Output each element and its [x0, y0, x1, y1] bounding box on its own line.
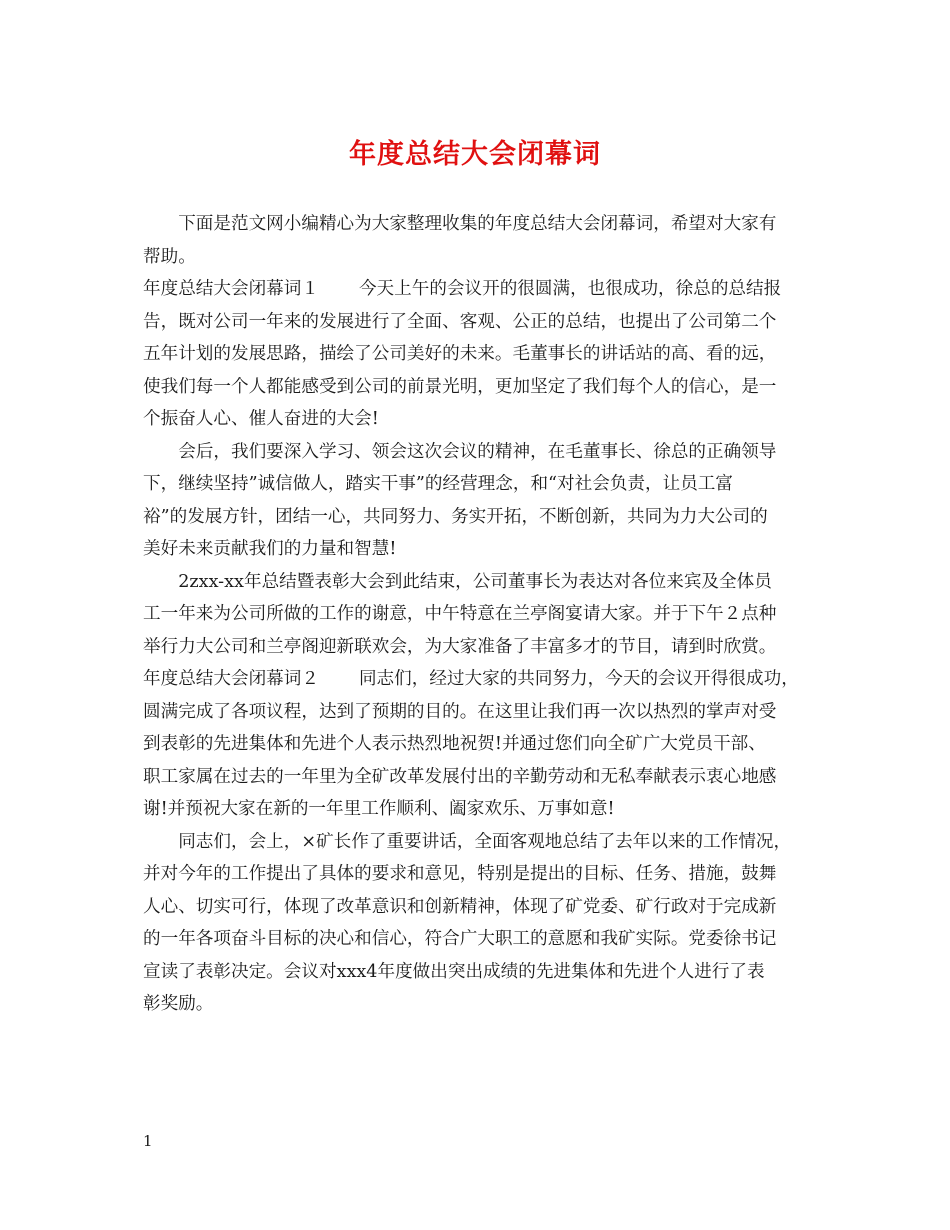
text-line: 美好未来贡献我们的力量和智慧!: [143, 539, 397, 559]
text-line: 帮助。: [143, 246, 196, 267]
text-line: 并对今年的工作提出了具体的要求和意见，特别是提出的目标、任务、措施，鼓舞: [143, 864, 777, 884]
text-line: [143, 663, 823, 696]
text-line: 彰奖励。: [143, 994, 214, 1014]
text-line: 职工家属在过去的一年里为全矿改革发展付出的辛勤劳动和无私奉献表示衷心地感: [143, 766, 777, 787]
text-line: 五年计划的发展思路，描绘了公司美好的未来。毛董事长的讲话站的高、看的远，: [143, 344, 777, 364]
text-line: 同志们，会上，×矿长作了重要讲话，全面客观地总结了去年以来的工作情况，: [143, 831, 792, 852]
page-number: 1: [143, 1132, 153, 1150]
text-line: 下面是范文网小编精心为大家整理收集的年度总结大会闭幕词，希望对大家有: [143, 214, 777, 234]
text-line: 告，既对公司一年来的发展进行了全面、客观、公正的总结，也提出了公司第二个: [143, 311, 777, 332]
text-line: 到表彰的先进集体和先进个人表示热烈地祝贺!并通过您们向全矿广大党员干部、: [143, 734, 766, 754]
text-line: 个振奋人心、催人奋进的大会!: [143, 409, 379, 429]
text-line: 举行力大公司和兰亭阁迎新联欢会，为大家准备了丰富多才的节目，请到时欣赏。: [143, 636, 777, 657]
text-line: 圆满完成了各项议程，达到了预期的目的。在这里让我们再一次以热烈的掌声对受: [143, 701, 777, 722]
section-heading-1: 年度总结大会闭幕词１: [143, 279, 319, 299]
text-line: 会后，我们要深入学习、领会这次会议的精神，在毛董事长、徐总的正确领导: [143, 441, 777, 462]
text-line: 谢!并预祝大家在新的一年里工作顺利、阖家欢乐、万事如意!: [143, 799, 615, 819]
text-line: 宣读了表彰决定。会议对xxx4年度做出突出成绩的先进集体和先进个人进行了表: [143, 961, 765, 982]
text-line: 人心、切实可行，体现了改革意识和创新精神，体现了矿党委、矿行政对于完成新: [143, 896, 777, 917]
section-heading-2: 年度总结大会闭幕词２: [143, 669, 319, 689]
text-segment: 今天上午的会议开的很圆满，也很成功，徐总的总结报: [358, 279, 782, 299]
text-line: 的一年各项奋斗目标的决心和信心，符合广大职工的意愿和我矿实际。党委徐书记: [143, 929, 777, 949]
text-line: [143, 273, 823, 306]
document-body: [143, 208, 823, 1021]
text-line: 裕”的发展方针，团结一心，共同努力、务实开拓，不断创新，共同为力大公司的: [143, 506, 768, 527]
text-line: 工一年来为公司所做的工作的谢意，中午特意在兰亭阁宴请大家。并于下午２点种: [143, 604, 777, 624]
document-title: 年度总结大会闭幕词: [349, 139, 601, 170]
text-line: 2zxx-xx年总结暨表彰大会到此结束，公司董事长为表达对各位来宾及全体员: [143, 571, 772, 592]
text-line: 下，继续坚持”诚信做人，踏实干事”的经营理念，和“对社会负责，让员工富: [143, 474, 733, 494]
text-segment: 同志们，经过大家的共同努力，今天的会议开得很成功，: [358, 669, 799, 689]
text-line: 使我们每一个人都能感受到公司的前景光明，更加坚定了我们每个人的信心，是一: [143, 376, 777, 397]
